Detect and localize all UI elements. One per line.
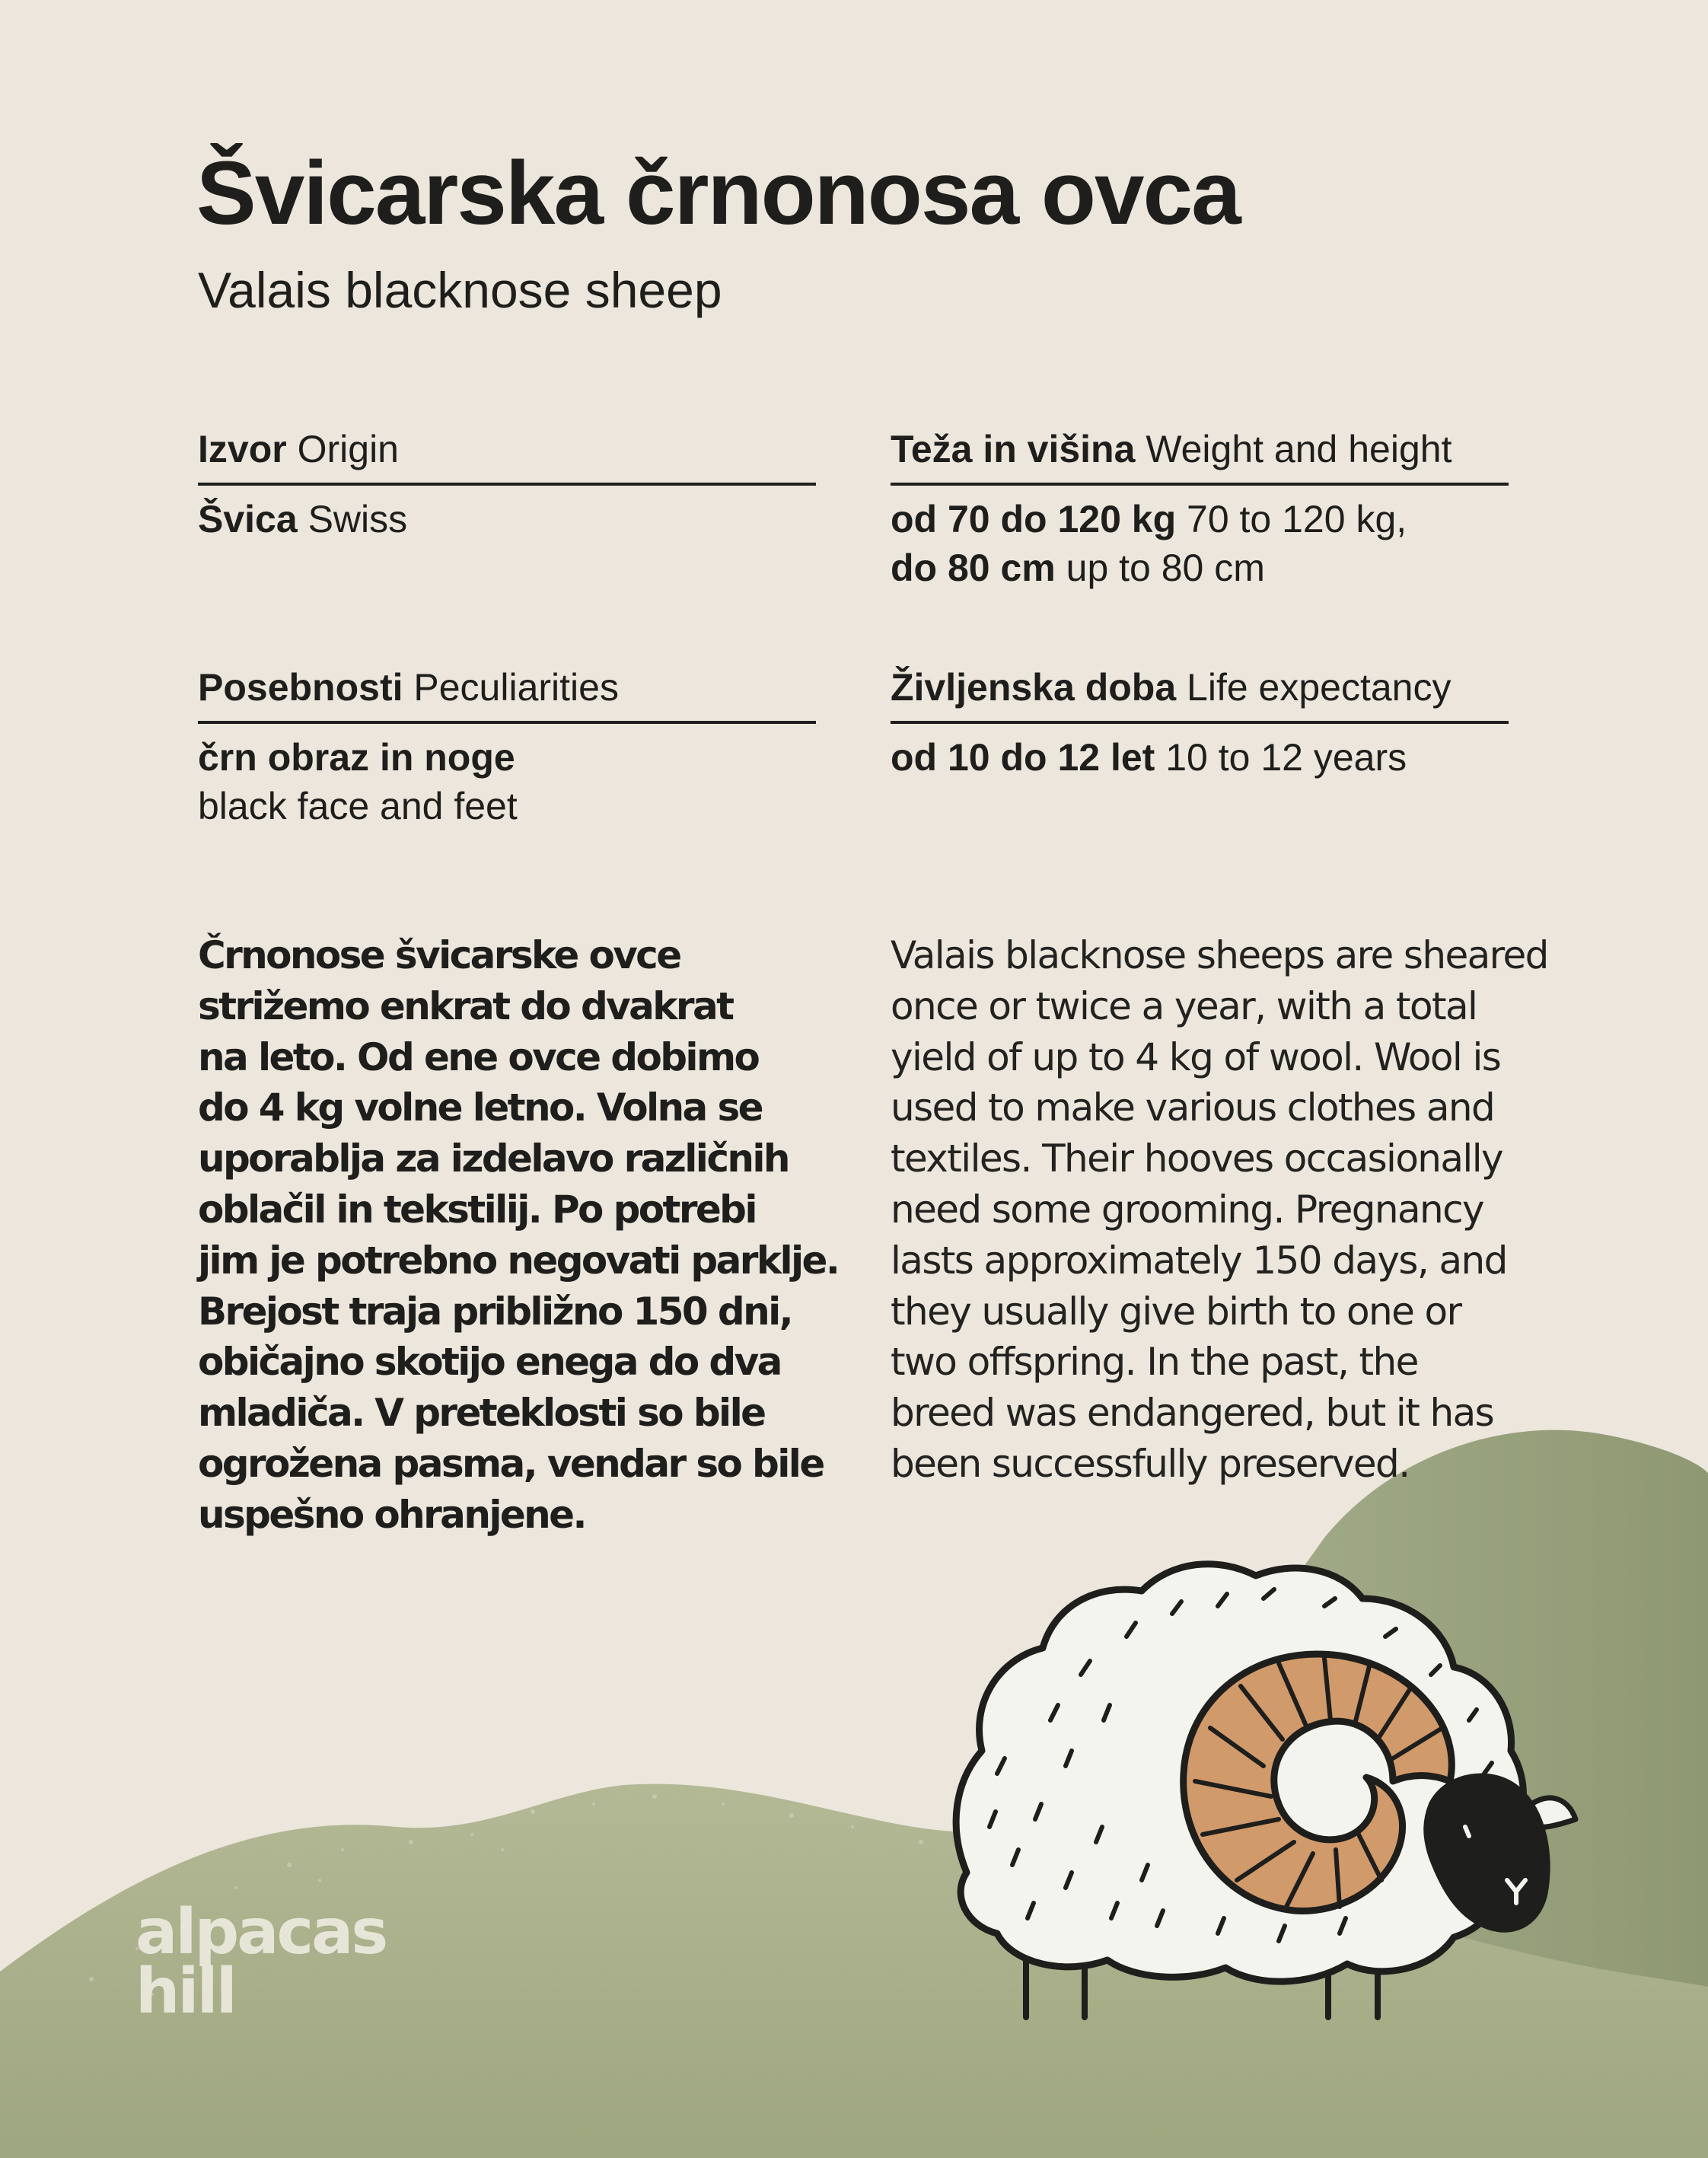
paragraph-line: uporablja za izdelavo različnih: [198, 1136, 789, 1181]
fact-origin: [198, 426, 816, 543]
paragraph-line: strižemo enkrat do dvakrat: [198, 983, 733, 1028]
value-en: 10 to 12 years: [1165, 736, 1407, 779]
value-sl: črn obraz in noge: [198, 736, 515, 779]
paragraph-line: Brejost traja približno 150 dni,: [198, 1289, 792, 1334]
paragraph-line: two offspring. In the past, the: [891, 1340, 1418, 1385]
paragraph-line: been successfully preserved.: [891, 1441, 1410, 1486]
fact-life-expectancy: [891, 665, 1509, 782]
weight-sl: od 70 do 120 kg: [891, 498, 1177, 540]
logo-line-1: alpacas: [135, 1896, 387, 1968]
paragraph-line: used to make various clothes and: [891, 1085, 1495, 1130]
paragraph-line: Črnonose švicarske ovce: [198, 933, 680, 977]
paragraph-line: oblačil in tekstilij. Po potrebi: [198, 1187, 756, 1232]
paragraph-line: na leto. Od ene ovce dobimo: [198, 1034, 759, 1079]
label-sl: Posebnosti: [198, 666, 403, 709]
paragraph-line: they usually give birth to one or: [891, 1289, 1461, 1334]
paragraph-line: običajno skotijo enega do dva: [198, 1340, 781, 1385]
paragraph-line: breed was endangered, but it has: [891, 1391, 1494, 1436]
value-en: black face and feet: [198, 785, 518, 827]
paragraph-line: textiles. Their hooves occasionally: [891, 1136, 1503, 1181]
label-sl: Teža in višina: [891, 428, 1136, 470]
paragraph-line: lasts approximately 150 days, and: [891, 1238, 1507, 1283]
fact-weight-height: [891, 426, 1509, 592]
fact-label: [198, 665, 816, 724]
label-en: Peculiarities: [413, 666, 619, 709]
fact-label: [198, 426, 816, 486]
paragraph-line: yield of up to 4 kg of wool. Wool is: [891, 1034, 1501, 1079]
fact-peculiarities: [198, 665, 816, 830]
paragraph-line: need some grooming. Pregnancy: [891, 1187, 1483, 1232]
paragraph-line: do 4 kg volne letno. Volna se: [198, 1085, 762, 1130]
height-en: up to 80 cm: [1066, 547, 1265, 589]
fact-value: [891, 733, 1509, 782]
paragraph-line: uspešno ohranjene.: [198, 1492, 585, 1537]
label-sl: Življenska doba: [891, 666, 1177, 709]
page-title: Švicarska črnonosa ovca: [196, 143, 1240, 244]
label-en: Weight and height: [1146, 428, 1452, 470]
fact-value: [198, 495, 816, 543]
paragraph-line: once or twice a year, with a total: [891, 983, 1477, 1028]
logo-line-2: hill: [135, 1956, 235, 2028]
paragraph-line: ogrožena pasma, vendar so bile: [198, 1441, 824, 1486]
fact-label: [891, 426, 1509, 486]
fact-label: [891, 665, 1509, 724]
height-sl: do 80 cm: [891, 547, 1056, 589]
label-sl: Izvor: [198, 428, 287, 470]
paragraph-line: mladiča. V preteklosti so bile: [198, 1391, 765, 1436]
paragraph-line: Valais blacknose sheeps are sheared: [891, 933, 1548, 977]
description-slovenian: [198, 930, 839, 1541]
label-en: Origin: [297, 428, 399, 470]
brand-logo: [135, 1896, 387, 2028]
description-english: [891, 930, 1548, 1490]
label-en: Life expectancy: [1187, 666, 1451, 709]
value-en: Swiss: [308, 498, 408, 540]
value-sl: od 10 do 12 let: [891, 736, 1155, 779]
paragraph-line: jim je potrebno negovati parklje.: [198, 1238, 839, 1283]
fact-value: [891, 495, 1509, 592]
fact-value: [198, 733, 816, 830]
weight-en: 70 to 120 kg,: [1187, 498, 1407, 540]
page-subtitle: Valais blacknose sheep: [198, 262, 722, 318]
value-sl: Švica: [198, 498, 298, 540]
